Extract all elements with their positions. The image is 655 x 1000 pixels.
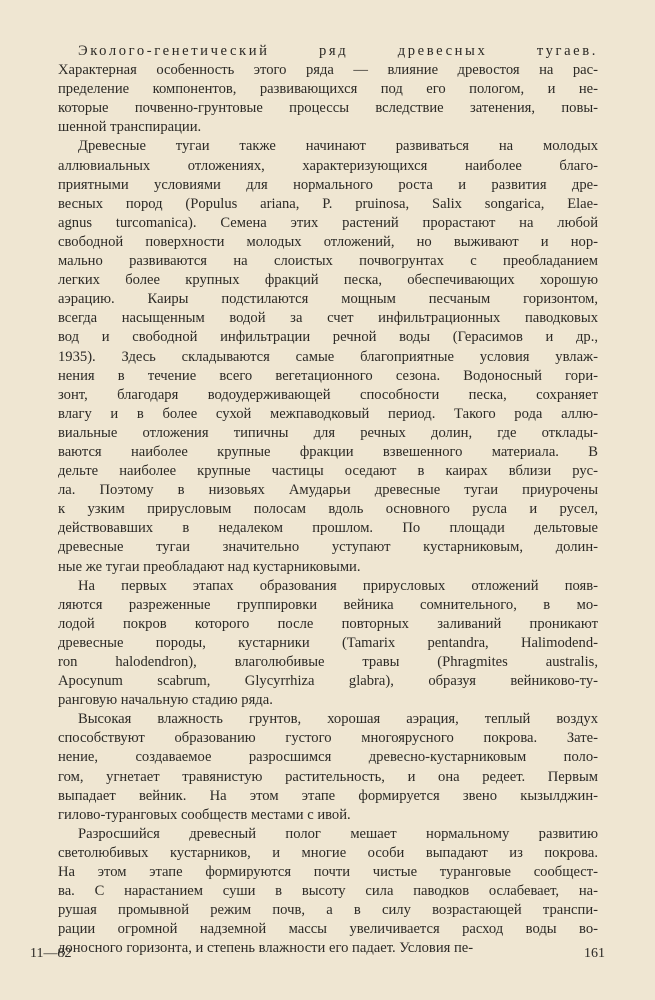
text-line: аэрацию. Каиры подстилаются мощным песчаным горизонтом,	[58, 291, 598, 308]
text-line: На первых этапах образования прирусловых отложений появ-	[78, 577, 598, 594]
text-line: которые почвенно-грунтовые процессы вследствие затенения, повы-	[58, 100, 598, 117]
text-line: древесные породы, кустарники (Tamarix pentandra, Halimodend-	[58, 634, 598, 651]
text-line: Разросшийся древесный полог мешает нормальному развитию	[78, 825, 598, 842]
text-line: ron halodendron), влаголюбивые травы (Phragmites australis,	[58, 654, 598, 670]
text-line: свободной поверхности молодых отложений, но выживают и нор-	[58, 233, 598, 250]
text-line: легких более крупных фракций песка, обеспечивающих хорошую	[58, 272, 598, 289]
text-line: выпадает вейник. На этом этапе формируется звено кызылджин-	[58, 787, 598, 804]
text-line: гилово-туранговых сообществ местами с ивой.	[58, 806, 351, 823]
text-line: Древесные тугаи также начинают развиваться на молодых	[78, 138, 598, 155]
text-line: гом, угнетает травянистую растительность, и она редеет. Первым	[58, 768, 598, 785]
text-line: доносного горизонта, и степень влажности его падает. Условия пе-	[58, 940, 474, 957]
body-text	[58, 42, 598, 959]
text-line: аллювиальных отложениях, характеризующихся наиболее благо-	[58, 157, 598, 174]
text-line: рушая промывной режим почв, а в силу возрастающей транспи-	[58, 902, 598, 919]
text-line: Характерная особенность этого ряда — влияние древостоя на рас-	[58, 62, 598, 79]
paragraph	[58, 825, 598, 959]
text-line: ваются наиболее крупные фракции взвешенного материала. В	[58, 443, 598, 460]
page-number: 161	[584, 946, 605, 961]
text-line: к узким прирусловым полосам вдоль основного русла и русел,	[58, 501, 598, 518]
text-line: лодой покров которого после повторных заливаний проникают	[58, 615, 598, 632]
text-line: рации огромной надземной массы увеличивается расход воды во-	[58, 921, 598, 938]
text-line: виальные отложения типичны для речных долин, где отклады-	[58, 424, 598, 441]
text-line: весных пород (Populus ariana, P. pruinosa, Salix songarica, Elae-	[58, 195, 598, 212]
text-line: ляются разреженные группировки вейника сомнительного, в мо-	[58, 596, 598, 613]
text-line: ные же тугаи преобладают над кустарниковыми.	[58, 558, 361, 575]
text-line: дельте наиболее крупные частицы оседают в каирах вблизи рус-	[58, 463, 598, 480]
text-line: шенной транспирации.	[58, 119, 202, 136]
text-line: мально развиваются на слоистых почвогрунтах с преобладанием	[58, 253, 598, 270]
text-line: нения в течение всего вегетационного сезона. Водоносный гори-	[58, 367, 598, 384]
section-heading-line: Эколого-генетический ряд древесных тугаев.	[78, 43, 598, 59]
text-line: всегда насыщенным водой за счет инфильтрационных паводковых	[58, 310, 598, 327]
printer-signature: 11—82	[30, 946, 72, 961]
text-line: Apocynum scabrum, Glycyrrhiza glabra), образуя вейниково-ту-	[58, 673, 598, 690]
text-line: приятными условиями для нормального роста и развития дре-	[58, 176, 598, 193]
text-line: пределение компонентов, развивающихся под его пологом, и не-	[58, 81, 598, 98]
text-line: ва. С нарастанием суши в высоту сила паводков ослабевает, на-	[58, 883, 598, 900]
text-line: Высокая влажность грунтов, хорошая аэрация, теплый воздух	[78, 711, 598, 728]
paragraph	[58, 577, 598, 711]
paragraph	[58, 42, 598, 137]
text-line: ла. Поэтому в низовьях Амударьи древесные тугаи приурочены	[58, 482, 598, 499]
text-line: ранговую начальную стадию ряда.	[58, 692, 273, 709]
text-line: На этом этапе формируются почти чистые туранговые сообщест-	[58, 864, 598, 881]
text-line: древесные тугаи значительно уступают кустарниковым, долин-	[58, 539, 598, 556]
text-line: способствуют образованию густого многоярусного покрова. Зате-	[58, 730, 598, 747]
paragraph	[58, 710, 598, 825]
text-line: действовавших в недалеком прошлом. По площади дельтовые	[58, 520, 598, 537]
text-line: agnus turcomanica). Семена этих растений прорастают на любой	[58, 214, 598, 231]
page-footer	[30, 946, 605, 962]
text-line: зонт, благодаря водоудерживающей способности песка, сохраняет	[58, 386, 598, 403]
text-line: вод и свободной инфильтрации речной воды (Герасимов и др.,	[58, 329, 598, 346]
text-line: нение, создаваемое разросшимся древесно-кустарниковым поло-	[58, 749, 598, 766]
text-line: светолюбивых кустарников, и многие особи выпадают из покрова.	[58, 844, 598, 861]
paragraph	[58, 137, 598, 576]
text-line: 1935). Здесь складываются самые благоприятные условия увлаж-	[58, 348, 598, 365]
text-line: влагу и в более сухой межпаводковый период. Такого рода аллю-	[58, 405, 598, 422]
